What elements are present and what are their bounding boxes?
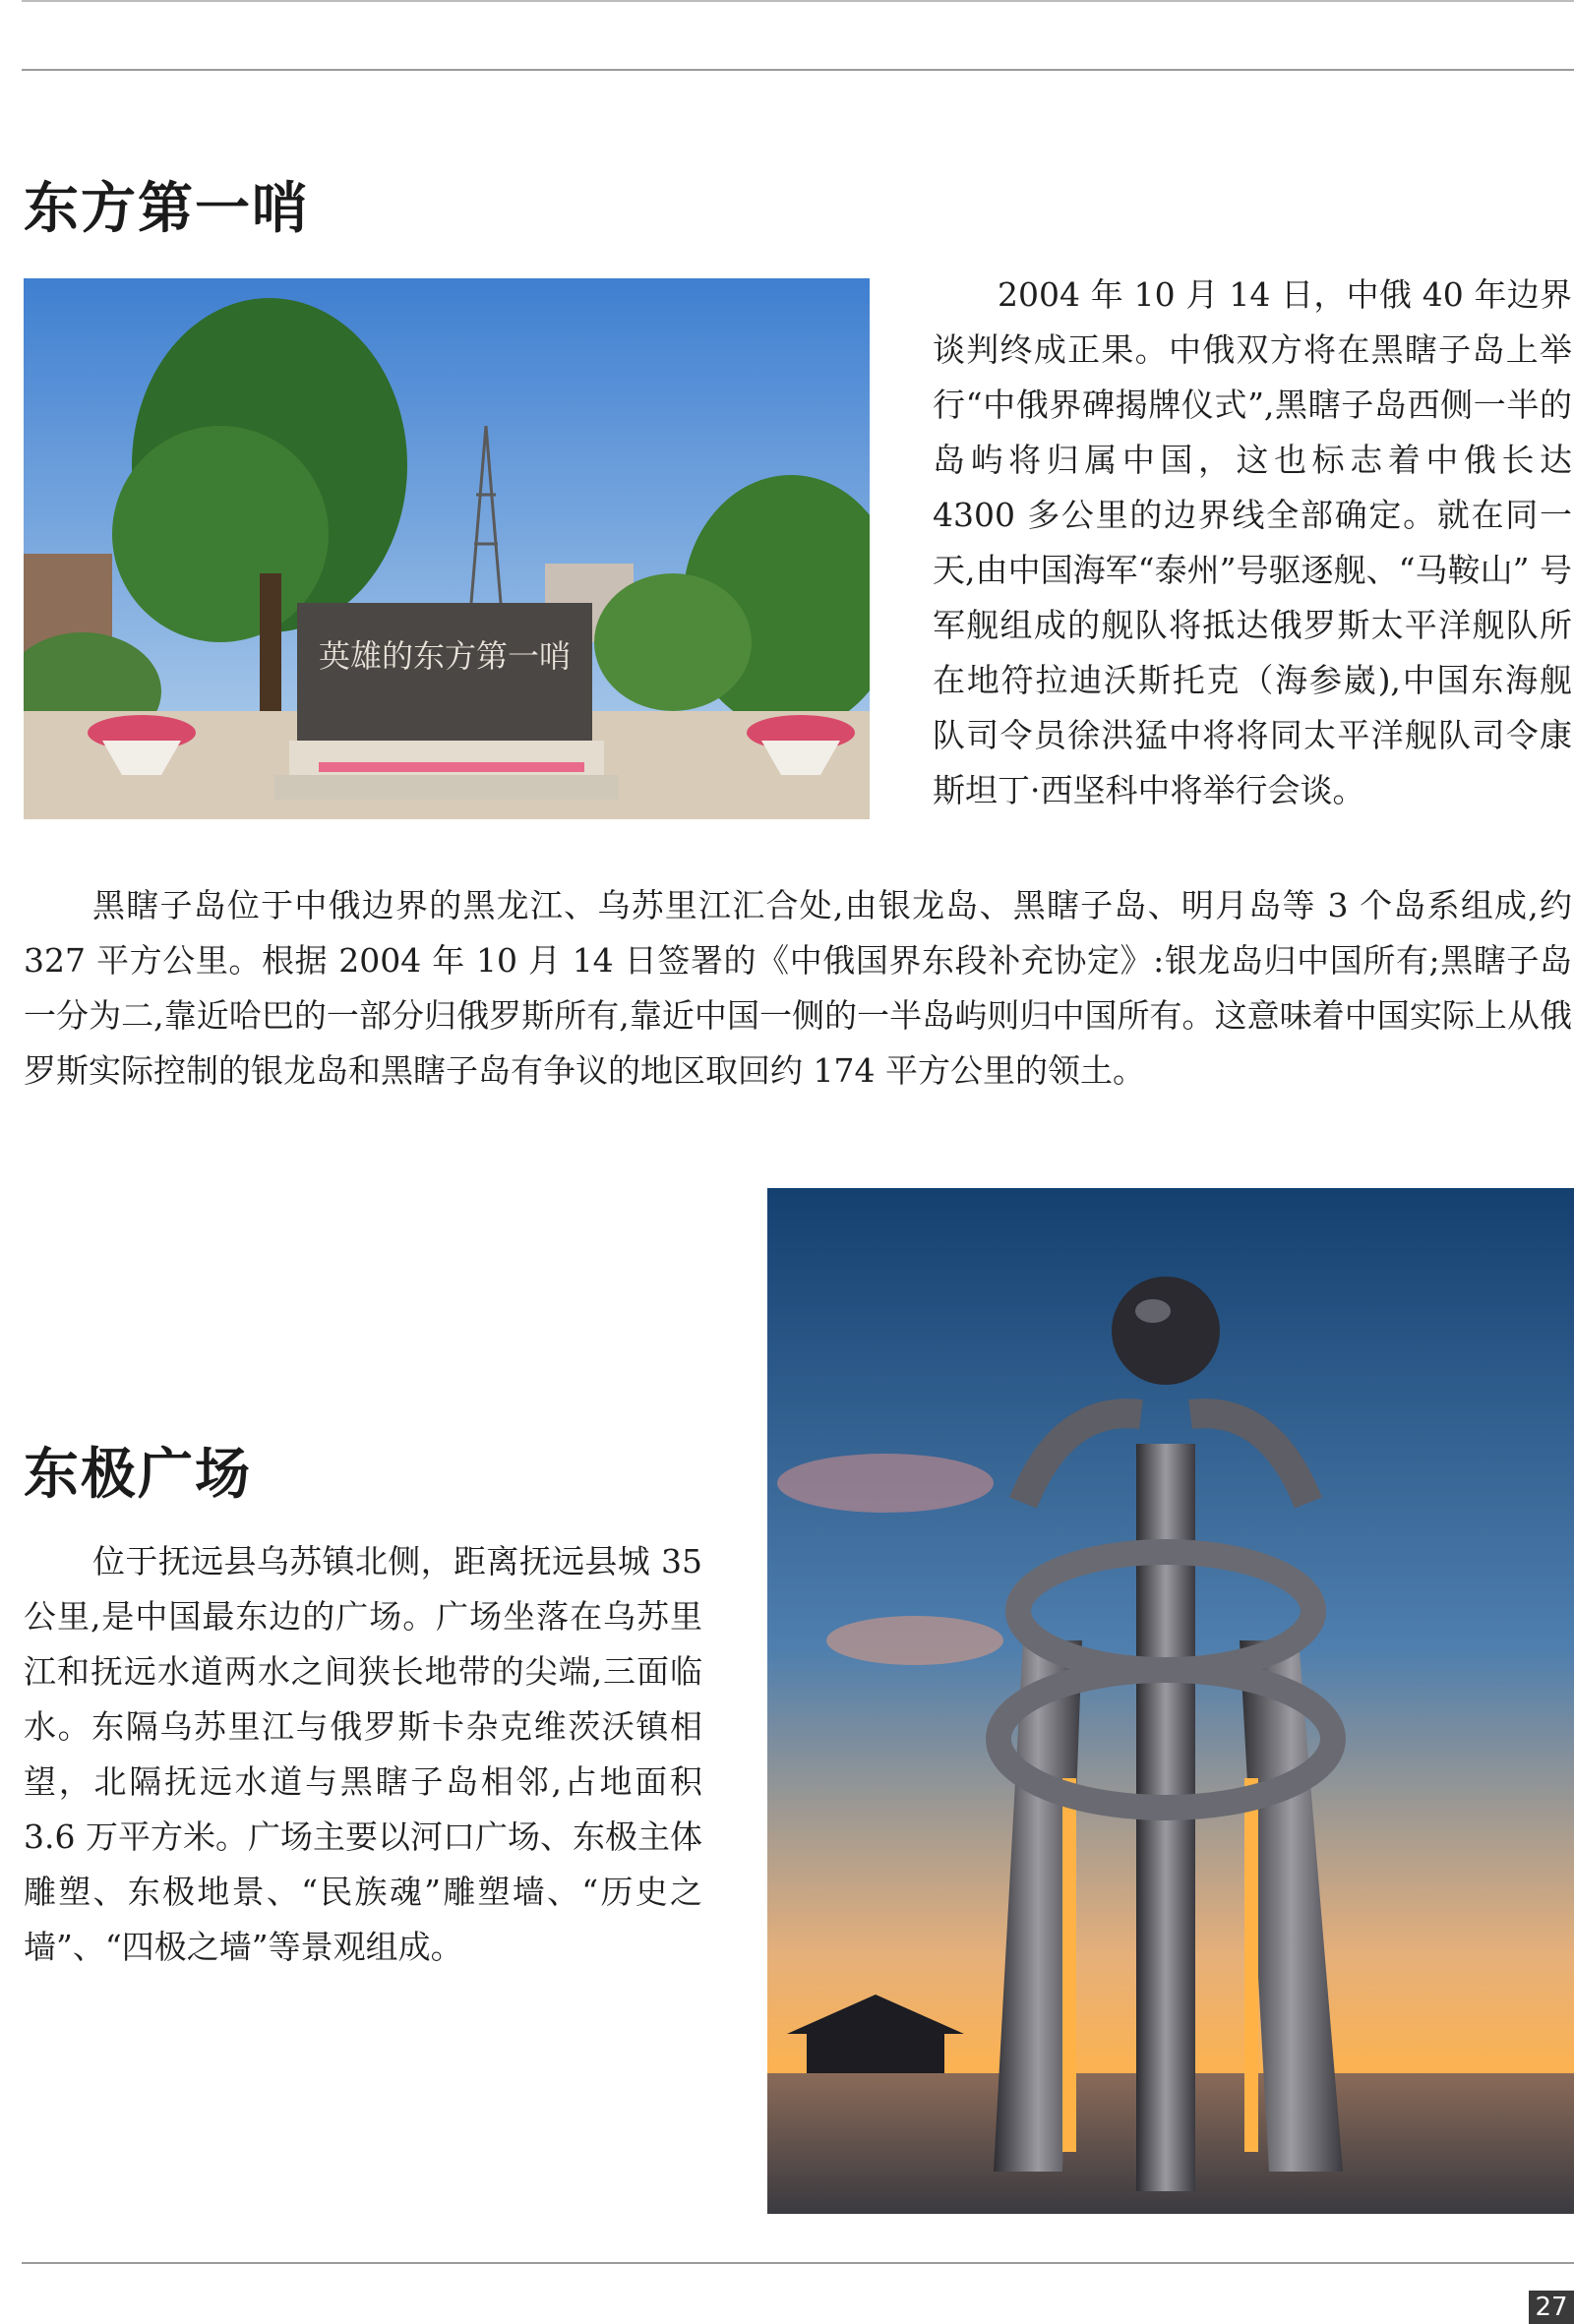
header-rule [22,69,1574,71]
top-edge-rule [22,0,1574,2]
section-title-east-sentry: 东方第一哨 [24,177,309,241]
section-title-east-pole-plaza: 东极广场 [24,1443,252,1507]
paragraph-border-agreement: 2004 年 10 月 14 日，中俄 40 年边界谈判终成正果。中俄双方将在黑瞎子岛上举行“中俄界碑揭牌仪式”,黑瞎子岛西侧一半的岛屿将归属中国，这也标志着中俄长达 4300 多公里的边界线全部确定。就在同一天,由中国海军“泰州”号驱逐舰、“马鞍山” 号军舰组成的舰队将抵达俄罗斯太平洋舰队所在地符拉迪沃斯托克（海参崴),中国东海舰队司令员徐洪猛中将将同太平洋舰队司令康斯坦丁·西坚科中将举行会谈。 [933,275,1572,809]
page-number: 27 [1529,2291,1574,2324]
east-pole-sculpture-photo [767,1188,1574,2214]
monument-photo [24,278,870,819]
paragraph-heixiazi-island: 黑瞎子岛位于中俄边界的黑龙江、乌苏里江汇合处,由银龙岛、黑瞎子岛、明月岛等 3 个岛系组成,约 327 平方公里。根据 2004 年 10 月 14 日签署的《中俄国界东段补充协定》:银龙岛归中国所有;黑瞎子岛一分为二,靠近哈巴的一部分归俄罗斯所有,靠近中国一侧的一半岛屿则归中国所有。这意味着中国实际上从俄罗斯实际控制的银龙岛和黑瞎子岛有争议的地区取回约 174 平方公里的领土。 [24,886,1572,1090]
footer-rule [22,2262,1574,2264]
monument-inscription: 英雄的东方第一哨 [318,637,572,675]
paragraph-east-pole-plaza: 位于抚远县乌苏镇北侧，距离抚远县城 35 公里,是中国最东边的广场。广场坐落在乌苏里江和抚远水道两水之间狭长地带的尖端,三面临水。东隔乌苏里江与俄罗斯卡杂克维茨沃镇相望，北隔抚远水道与黑瞎子岛相邻,占地面积 3.6 万平方米。广场主要以河口广场、东极主体雕塑、东极地景、“民族魂”雕塑墙、“历史之墙”、“四极之墙”等景观组成。 [24,1542,702,1966]
